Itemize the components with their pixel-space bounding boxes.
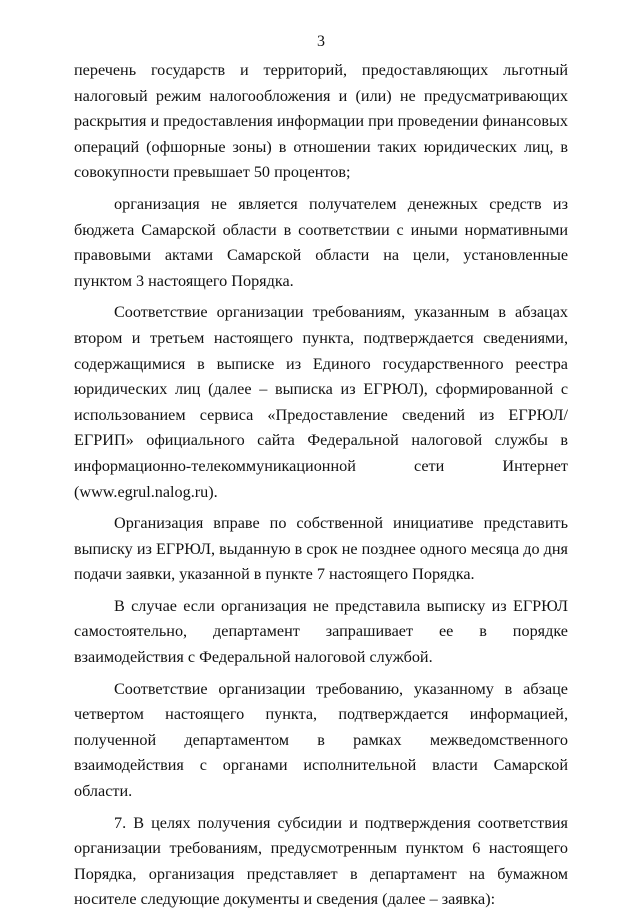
document-body xyxy=(74,58,568,913)
paragraph-budget-funds: организация не является получателем денежных средств из бюджета Самарской области в соответствии с иными нормативными правовыми актами Самарской области на цели, установленные пунктом 3 настоящего Порядка. xyxy=(74,194,568,290)
paragraph-egrul-initiative: Организация вправе по собственной инициативе представить выписку из ЕГРЮЛ, выданную в срок не позднее одного месяца до дня подачи заявки, указанной в пункте 7 настоящего Порядка. xyxy=(74,514,568,584)
paragraph-interagency: Соответствие организации требованию, указанному в абзаце четвертом настоящего пункта, подтверждается информацией, полученной департаментом в рамках межведомственного взаимодействия с органами исполнительной власти Самарской области. xyxy=(74,679,568,801)
paragraph-offshore-continuation: перечень государств и территорий, предоставляющих льготный налоговый режим налогообложения и (или) не предусматривающих раскрытия и предоставления информации при проведении финансовых операций (офшорные зоны) в отношении таких юридических лиц, в совокупности превышает 50 процентов; xyxy=(74,61,568,182)
page-number: 3 xyxy=(317,33,325,50)
paragraph-egrul-request: В случае если организация не представила выписку из ЕГРЮЛ самостоятельно, департамент запрашивает ее в порядке взаимодействия с Федеральной налоговой службой. xyxy=(74,596,568,667)
paragraph-egrul-requirements: Соответствие организации требованиям, указанным в абзацах втором и третьем настоящего пункта, подтверждается сведениями, содержащимися в выписке из Единого государственного реестра юридических лиц (далее – выписка из ЕГРЮЛ), сформированной с использованием сервиса «Предоставление сведений из ЕГРЮЛ/ЕГРИП» официального сайта Федеральной налоговой службы в информационно-телекоммуникационной сети Интернет (www.egrul.nalog.ru). xyxy=(74,303,568,501)
paragraph-item-7: 7. В целях получения субсидии и подтверждения соответствия организации требованиям, предусмотренным пунктом 6 настоящего Порядка, организация представляет в департамент на бумажном носителе следующие документы и сведения (далее – заявка): xyxy=(74,813,568,909)
